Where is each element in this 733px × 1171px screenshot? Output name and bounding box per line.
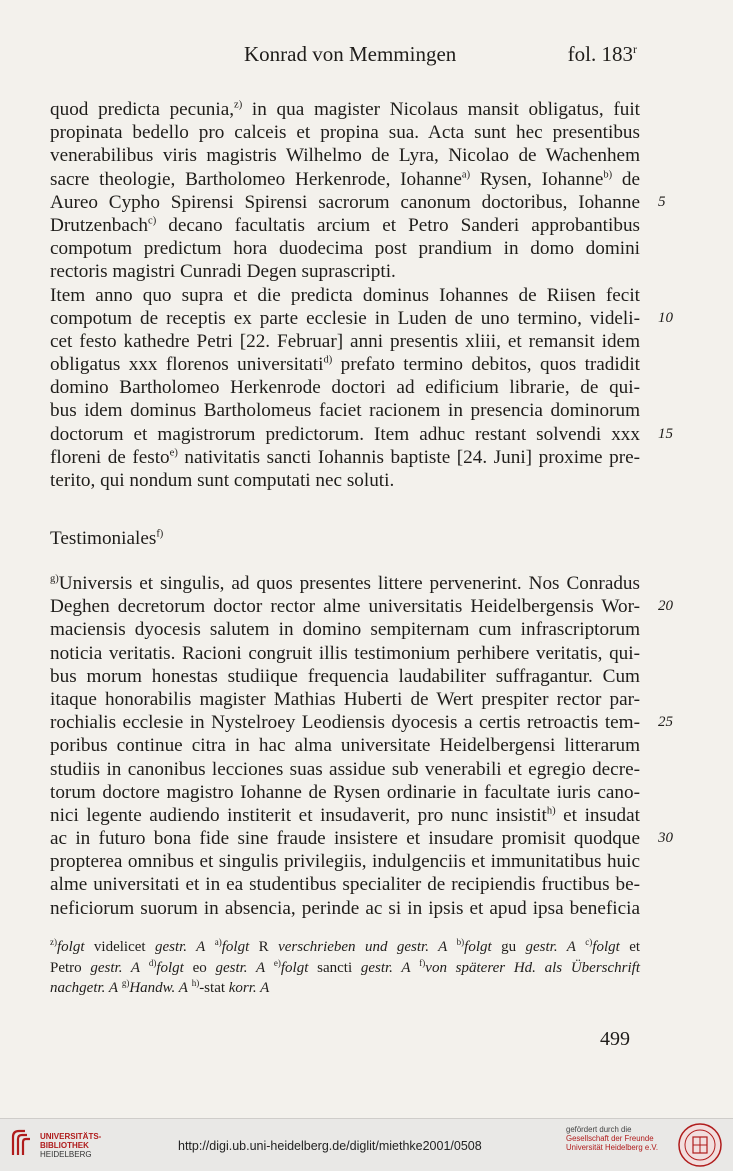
text-run: -stat [199,980,229,996]
footnote-mark: h) [191,978,200,988]
text-line [50,307,673,330]
sponsor-line-2: Gesellschaft der Freunde [566,1134,654,1143]
footnote-line [50,937,640,958]
text-run: terito, qui nondum sunt computati nec soluti. [50,470,395,491]
document-url-link[interactable]: http://digi.ub.uni-heidelberg.de/diglit/miethke2001/0508 [178,1139,482,1153]
text-line [50,353,640,376]
italic-text: folgt [592,939,620,955]
text-run: compotum de receptis ex parte ecclesie in Luden de uno termino, videli- [50,307,640,329]
text-line [50,423,673,446]
text-run: rochialis ecclesie in Nystelroey Leodiensis dyocesis a certis retroactis tem- [50,712,640,734]
text-line [50,260,640,283]
text-run: in qua magister Nicolaus mansit obligatus, fuit [242,99,640,120]
text-run: sacre theologie, Bartholomeo Herkenrode, Iohanne [50,168,462,190]
text-run: doctorum et magistrorum predictorum. Item adhuc restant solvendi xxx [50,423,640,445]
sponsor-text [566,1125,658,1152]
footnote-mark: d) [148,957,157,968]
italic-text: folgt [221,939,250,955]
text-run: gu [491,939,526,955]
folio-superscript: r [633,42,637,56]
italic-text: gestr. A [525,939,576,955]
university-seal-icon [676,1122,724,1168]
footnote-mark: e) [273,957,281,968]
text-run: bus morum honestas studiique frequencia laudabiliter suffragantur. Cum [50,665,640,687]
text-run: floreni de festo [50,446,170,468]
folio-label [568,42,637,67]
section-heading [50,527,163,551]
italic-text: folgt [280,959,309,976]
text-line [50,758,640,781]
text-run: R [249,939,279,955]
text-line [50,850,640,873]
text-run: Aureo Cypho Spirensi Spirensi sacrorum canonum doctoribus, Iohanne [50,191,640,213]
page-number: 499 [600,1028,630,1050]
footnote-mark: g) [121,978,130,988]
footnote-mark: h) [546,805,556,817]
text-run: cet festo kathedre Petri [22. Februar] anni presentis xliii, et remansit idem [50,330,640,352]
italic-text: gestr. A [90,959,141,976]
text-run: Universis et singulis, ad quos presentes littere pervenerint. Nos Conradus [58,573,640,594]
text-run: maciensis dyocesis salutem in domino sempiternam cum infrascriptorum [50,619,640,641]
text-line [50,214,640,237]
text-run: propinata bedello pro calceis et propina sua. Acta sunt hec presentibus [50,122,640,144]
text-run: studiis in canonibus lecciones suas assidue sub venerabili et egregio decre- [50,758,640,780]
heading-footnote-mark: f) [156,528,164,540]
text-run: Drutzenbach [50,214,149,236]
text-line [50,446,640,469]
footnote-mark: z) [50,937,57,947]
text-line [50,688,640,711]
footnote-mark: c) [585,937,593,947]
italic-text: folgt [57,939,85,955]
text-run: bus idem dominus Bartholomeus faciet racionem in presencia dominorum [50,400,640,422]
text-run: nativitatis sancti Iohannis baptiste [24. Juni] proxime pre- [177,446,640,468]
italic-text: Handw. A [129,980,188,996]
text-run: sancti [308,959,361,976]
library-line-2: BIBLIOTHEK [40,1141,89,1150]
text-line [50,781,640,804]
text-line [50,804,640,827]
text-run: prefato termino debitos, quos tradidit [332,354,640,376]
italic-text: folgt [156,959,184,976]
text-run: videlicet [84,939,155,955]
sponsor-line-3: Universität Heidelberg e.V. [566,1143,659,1152]
footnote-mark: d) [323,354,333,366]
text-run: noticia veritatis. Racioni congruit illis testimonium perhibere veritatis, qui- [50,642,640,664]
footnote-mark: f) [419,957,426,968]
text-run: decano facultatis arcium et Petro Sanderi approbantibus [156,214,640,236]
italic-text: folgt [464,939,492,955]
text-line [50,595,673,618]
text-run: et [619,939,641,955]
text-run: propterea omnibus et singulis privilegiis, indulgenciis et immunitatibus huic [50,851,640,873]
line-number: 5 [658,193,666,210]
text-run: rectoris magistri Cunradi Degen suprascripti. [50,261,396,283]
italic-text: gestr. A [154,939,206,955]
folio-text: fol. 183 [567,42,633,66]
text-line [50,711,673,734]
text-run: compotum predictum hora duodecima post prandium in domo domini [50,238,640,260]
text-line [50,121,640,144]
text-line [50,827,673,850]
viewer-footer [0,1118,733,1171]
text-line [50,572,640,595]
text-run: de [612,168,640,190]
heading-text: Testimoniales [50,528,157,549]
text-line [50,642,640,665]
library-name [40,1132,101,1159]
line-number: 25 [658,714,673,731]
paragraph-account [50,98,673,492]
text-run [205,939,214,955]
text-run: venerabilibus viris magistris Wilhelmo de Lyra, Nicolao de Wachenhem [50,145,640,167]
text-line [50,734,640,757]
text-line [50,897,640,920]
text-run [140,960,149,976]
text-line [50,98,640,121]
text-run: domino Bartholomeo Herkenrode doctori ad edificium librarie, de qui- [50,377,640,399]
italic-text: gestr. A [360,959,411,976]
line-number: 30 [658,830,673,847]
line-number: 15 [658,425,673,442]
text-run: neficiorum suorum in absencia, perinde ac si in ipsis et apud ipsa beneficia [50,897,640,919]
sponsor-line-1: gefördert durch die [566,1125,632,1134]
text-run: quod predicta pecunia, [50,99,235,120]
text-run: eo [183,959,216,976]
footnote-mark: g) [50,573,59,585]
text-line [50,330,640,353]
text-run [447,939,456,955]
text-line [50,469,640,492]
footnote-mark: b) [456,937,465,947]
italic-text: nachgetr. A [50,980,119,996]
text-run [265,960,274,976]
text-run: obligatus xxx florenos universitati [50,354,324,376]
italic-text: korr. A [228,980,270,996]
text-line [50,168,640,191]
text-line [50,873,640,896]
footnote-mark: z) [234,99,243,111]
library-line-1: UNIVERSITÄTS- [40,1132,102,1141]
running-header [244,40,637,70]
text-run: Deghen decretorum doctor rector alme universitatis Heidelbergensis Wor- [50,596,640,618]
text-line [50,618,640,641]
footnote-line [50,958,640,979]
text-run: poribus continue citra in hac alma universitate Heidelbergensi litterarum [50,735,640,757]
text-line [50,399,640,422]
text-line [50,144,640,167]
text-line [50,376,640,399]
footnote-mark: e) [169,447,178,459]
text-run: Item anno quo supra et die predicta dominus Iohannes de Riisen fecit [50,284,640,306]
footnote-mark: a) [461,169,471,181]
text-run [411,960,420,976]
line-number: 20 [658,598,673,615]
footnote-mark: c) [148,215,157,227]
text-run: itaque honorabilis magister Mathias Huberti de Wert prespiter rector par- [50,688,640,710]
text-run: et insudat [555,804,640,826]
header-title: Konrad von Memmingen [244,42,457,66]
text-run: Petro [50,959,91,976]
text-run [576,939,585,955]
paragraph-testimonial [50,572,673,920]
italic-text: gestr. A [215,959,266,976]
text-run: Rysen, Iohanne [470,168,604,190]
text-run: nici legente audiendo institerit et insudaverit, pro nunc insistit [50,804,547,826]
line-number: 10 [658,309,673,326]
library-logo-icon [10,1127,36,1159]
text-line [50,191,666,214]
italic-text: verschrieben und gestr. A [278,939,448,955]
footnotes [50,937,640,999]
text-run: ac in futuro bona fide sine fraude insistere et insudare promisit quodque [50,828,640,850]
footnote-mark: b) [603,169,613,181]
library-line-3: HEIDELBERG [40,1150,92,1159]
text-line [50,237,640,260]
text-line [50,665,640,688]
footnote-mark: a) [214,937,222,947]
text-run: alme universitati et in ea studentibus specialiter de recipiendis fructibus be- [50,874,640,896]
text-run: torum doctore magistro Iohanne de Rysen ordinarie in facultate iuris cano- [50,781,640,803]
footnote-line [50,978,640,999]
italic-text: von späterer Hd. als Überschrift [425,959,641,976]
text-line [50,284,640,307]
